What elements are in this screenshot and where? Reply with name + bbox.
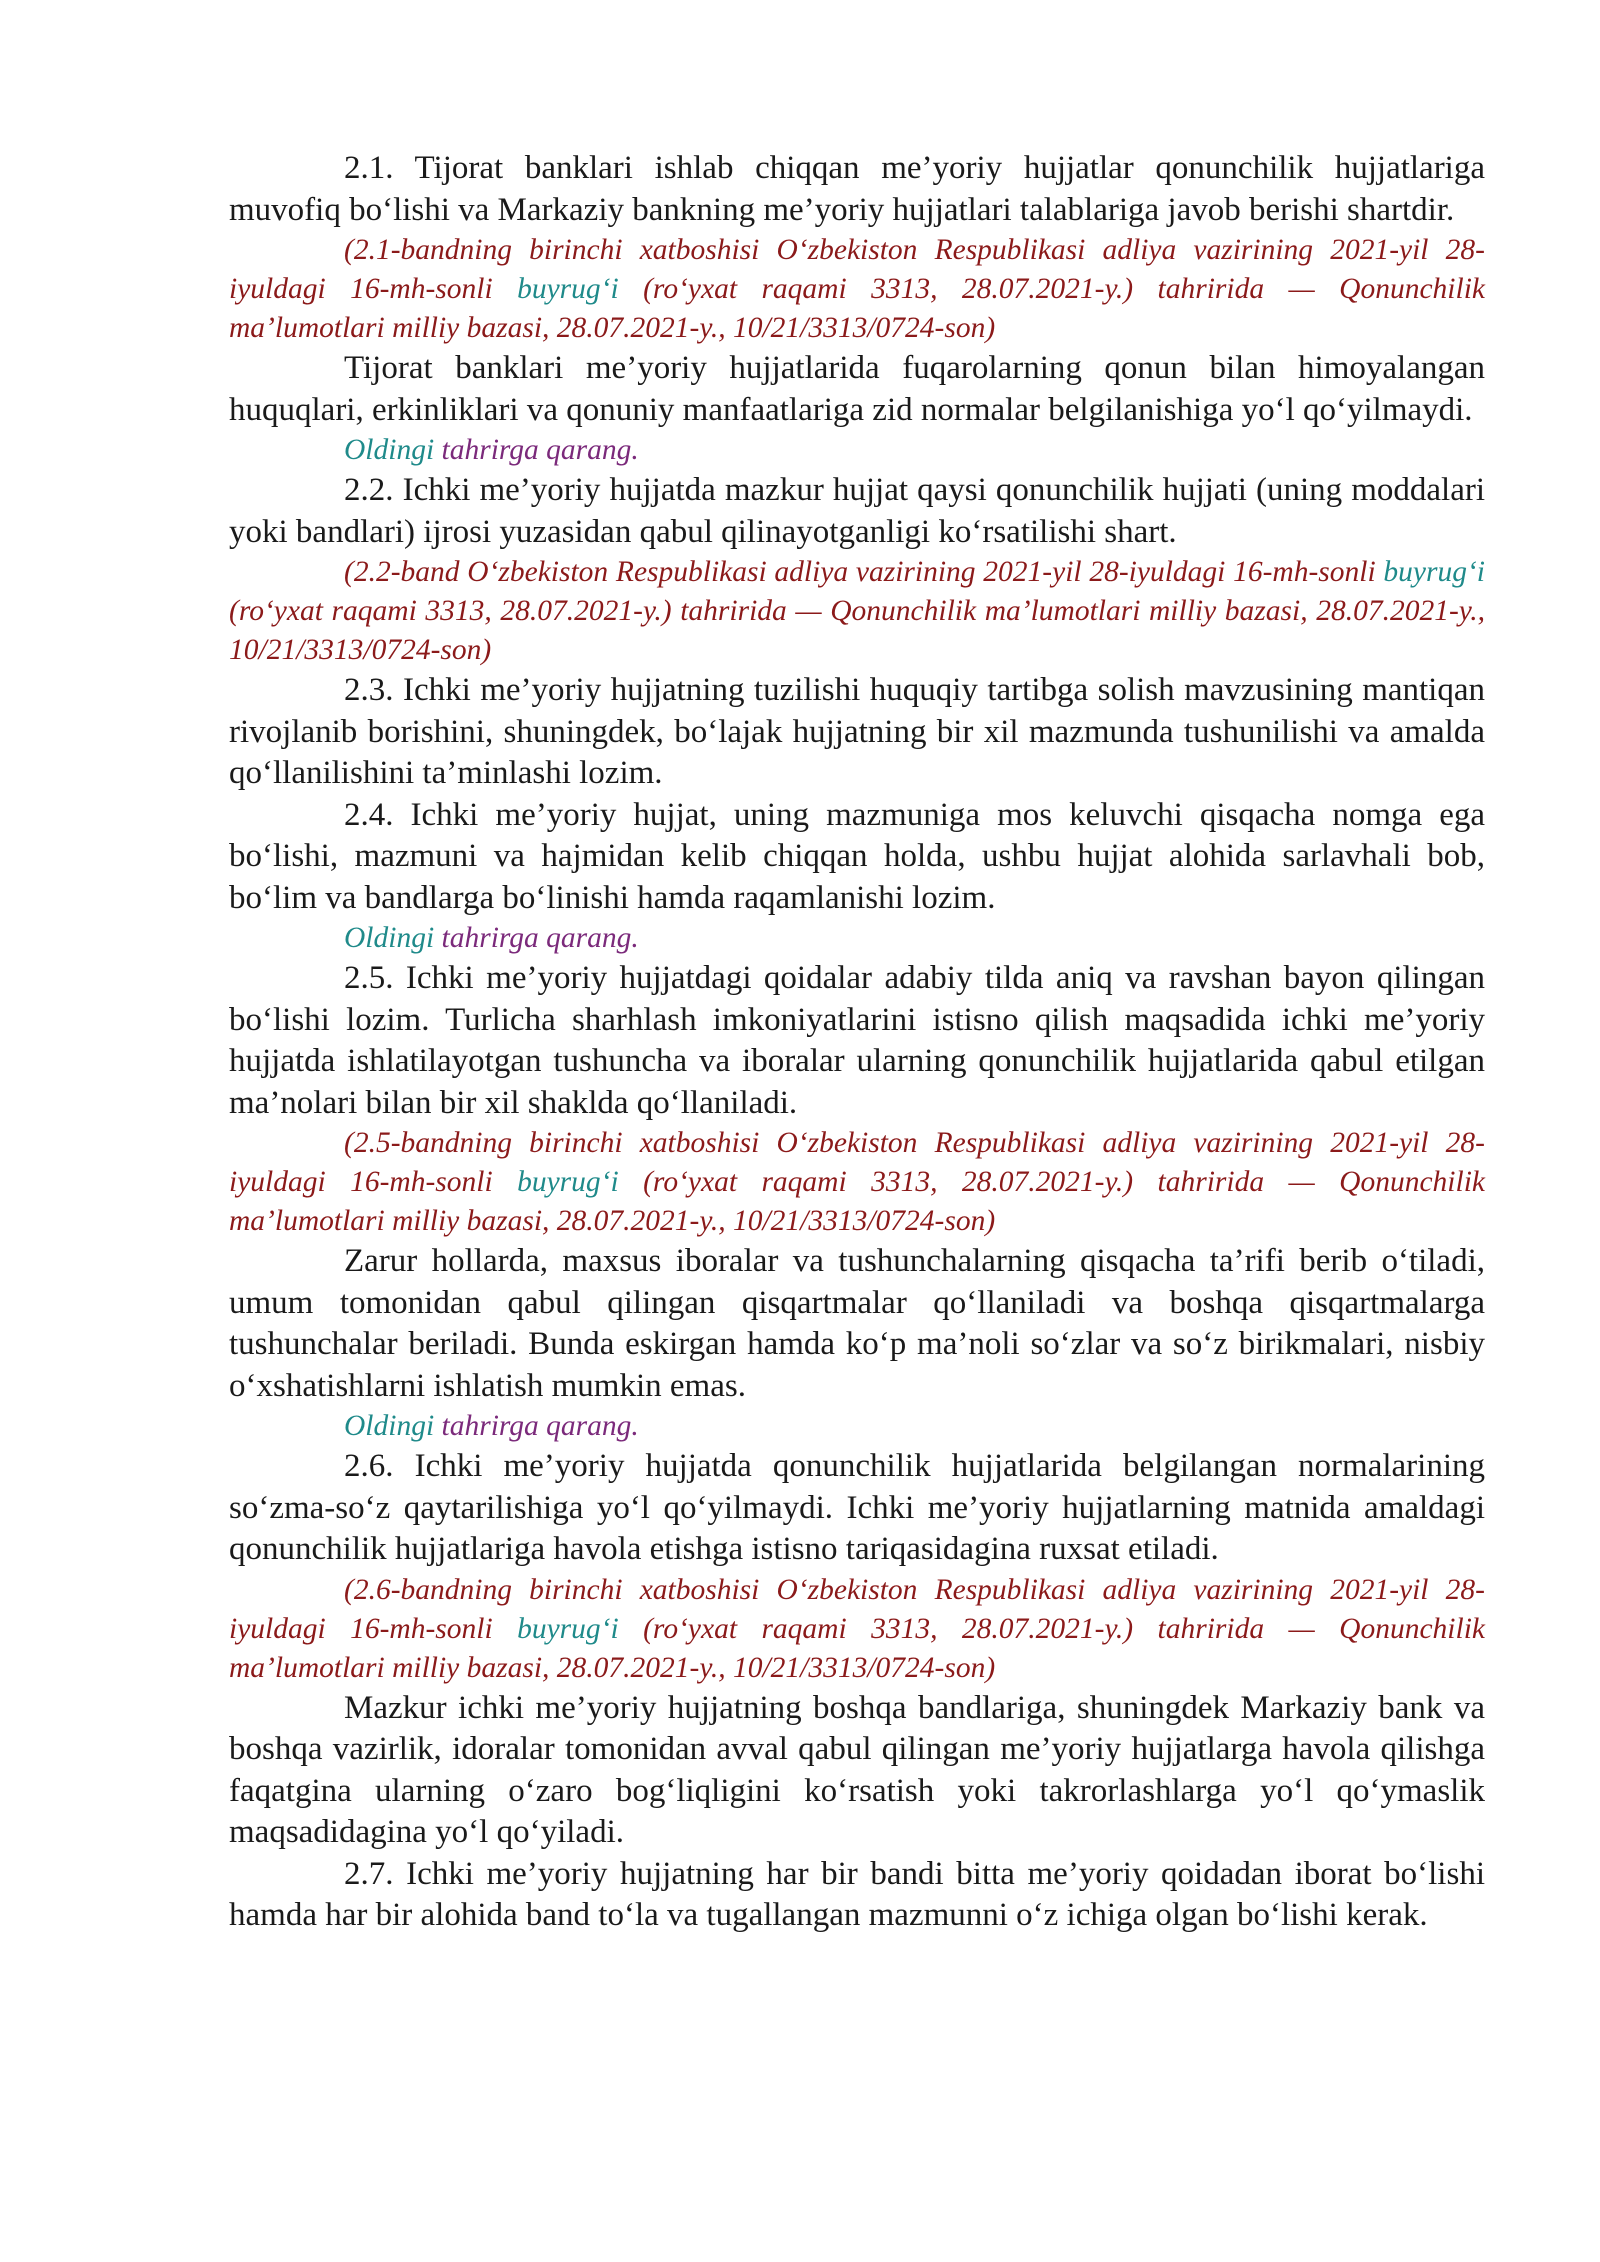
paragraph-2-1: 2.1. Tijorat banklari ishlab chiqqan me’yoriy hujjatlar qonunchilik hujjatlariga muvofiq bo‘lishi va Markaziy bankning me’yoriy hujjatlari talablariga javob berishi shartdir. (229, 150, 1485, 228)
paragraph-2-7: 2.7. Ichki me’yoriy hujjatning har bir bandi bitta me’yoriy qoidadan iborat bo‘lishi hamda har bir alohida band to‘la va tugallangan mazmunni o‘z ichiga olgan bo‘lishi kerak. (229, 1855, 1485, 1933)
document-page (229, 148, 1485, 1937)
order-link[interactable]: buyrug‘i (517, 1166, 619, 1198)
note-text: (ro‘yxat raqami 3313, 28.07.2021-y.) tahririda — Qonunchilik ma’lumotlari milliy bazasi, 28.07.2021-y., 10/21/3313/0724-son) (229, 1612, 1485, 1684)
order-link[interactable]: buyrug‘i (517, 1612, 619, 1645)
paragraph-2-4: 2.4. Ichki me’yoriy hujjat, uning mazmuniga mos keluvchi qisqacha nomga ega bo‘lishi, mazmuni va hajmidan kelib chiqqan holda, ushbu hujjat alohida sarlavhali bob, bo‘lim va bandlarga bo‘linishi hamda raqamlanishi lozim. (229, 796, 1485, 916)
note-text: (ro‘yxat raqami 3313, 28.07.2021-y.) tahririda — Qonunchilik ma’lumotlari milliy bazasi, 28.07.2021-y., 10/21/3313/0724-son) (229, 273, 1485, 344)
note-text: (2.6-bandning birinchi xatboshisi O‘zbekiston Respublikasi adliya vazirining 2021-yil 28-iyuldagi 16-mh-sonli (229, 1573, 1485, 1645)
previous-edition-link[interactable] (229, 1407, 1485, 1446)
note-text: (2.1-bandning birinchi xatboshisi O‘zbekiston Respublikasi adliya vazirining 2021-yil 28-iyuldagi 16-mh-sonli (229, 234, 1485, 305)
prev-link-word[interactable]: Oldingi (344, 922, 435, 954)
order-link[interactable]: buyrug‘i (517, 273, 619, 305)
prev-link-words[interactable]: tahrirga qarang. (441, 1410, 639, 1442)
prev-link-word[interactable]: Oldingi (344, 434, 435, 466)
edit-note-2-1 (229, 231, 1485, 348)
paragraph-2-6-second: Mazkur ichki me’yoriy hujjatning boshqa bandlariga, shuningdek Markaziy bank va boshqa vazirlik, idoralar tomonidan avval qabul qilingan me’yoriy hujjatlarga havola qilishga faqatgina ularning o‘zaro bog‘liqligini ko‘rsatish yoki takrorlashlarga yo‘l qo‘ymaslik maqsadidagina yo‘l qo‘yiladi. (229, 1689, 1485, 1850)
edit-note-2-5 (229, 1124, 1485, 1241)
order-link[interactable]: buyrug‘i (1383, 556, 1485, 588)
note-text: (ro‘yxat raqami 3313, 28.07.2021-y.) tahririda — Qonunchilik ma’lumotlari milliy bazasi, 28.07.2021-y., 10/21/3313/0724-son) (229, 1166, 1485, 1237)
paragraph-2-3: 2.3. Ichki me’yoriy hujjatning tuzilishi huquqiy tartibga solish mavzusining mantiqan rivojlanib borishini, shuningdek, bo‘lajak hujjatning bir xil mazmunda tushunilishi va amalda qo‘llanilishini ta’minlashi lozim. (229, 672, 1485, 791)
note-text: (2.5-bandning birinchi xatboshisi O‘zbekiston Respublikasi adliya vazirining 2021-yil 28-iyuldagi 16-mh-sonli (229, 1127, 1485, 1198)
prev-link-word[interactable]: Oldingi (344, 1410, 435, 1442)
paragraph-2-2: 2.2. Ichki me’yoriy hujjatda mazkur hujjat qaysi qonunchilik hujjati (uning moddalari yoki bandlari) ijrosi yuzasidan qabul qilinayotganligi ko‘rsatilishi shart. (229, 472, 1485, 550)
paragraph-2-1-second: Tijorat banklari me’yoriy hujjatlarida fuqarolarning qonun bilan himoyalangan huquqlari, erkinliklari va qonuniy manfaatlariga zid normalar belgilanishiga yo‘l qo‘yilmaydi. (229, 350, 1485, 428)
prev-link-words[interactable]: tahrirga qarang. (441, 434, 639, 466)
previous-edition-link[interactable] (229, 919, 1485, 958)
prev-link-words[interactable]: tahrirga qarang. (441, 922, 639, 954)
note-text: (ro‘yxat raqami 3313, 28.07.2021-y.) tahririda — Qonunchilik ma’lumotlari milliy bazasi, 28.07.2021-y., 10/21/3313/0724-son) (229, 595, 1485, 666)
paragraph-2-6: 2.6. Ichki me’yoriy hujjatda qonunchilik hujjatlarida belgilangan normalarining so‘zma-so‘z qaytarilishiga yo‘l qo‘yilmaydi. Ichki me’yoriy hujjatlarning matnida amaldagi qonunchilik hujjatlariga havola etishga istisno tariqasidagina ruxsat etiladi. (229, 1448, 1485, 1567)
edit-note-2-2 (229, 553, 1485, 670)
edit-note-2-6 (229, 1571, 1485, 1688)
previous-edition-link[interactable] (229, 431, 1485, 470)
paragraph-2-5-second: Zarur hollarda, maxsus iboralar va tushunchalarning qisqacha ta’rifi berib o‘tiladi, umum tomonidan qabul qilingan qisqartmalar qo‘llaniladi va boshqa qisqartmalarga tushunchalar beriladi. Bunda eskirgan hamda ko‘p ma’noli so‘zlar va so‘z birikmalari, nisbiy o‘xshatishlarni ishlatish mumkin emas. (229, 1243, 1485, 1404)
paragraph-2-5: 2.5. Ichki me’yoriy hujjatdagi qoidalar adabiy tilda aniq va ravshan bayon qilingan bo‘lishi lozim. Turlicha sharhlash imkoniyatlarini istisno qilish maqsadida ichki me’yoriy hujjatda ishlatilayotgan tushuncha va iboralar ularning qonunchilik hujjatlarida qabul etilgan ma’nolari bilan bir xil shaklda qo‘llaniladi. (229, 960, 1485, 1121)
note-text: (2.2-band O‘zbekiston Respublikasi adliya vazirining 2021-yil 28-iyuldagi 16-mh-sonli (344, 556, 1384, 588)
